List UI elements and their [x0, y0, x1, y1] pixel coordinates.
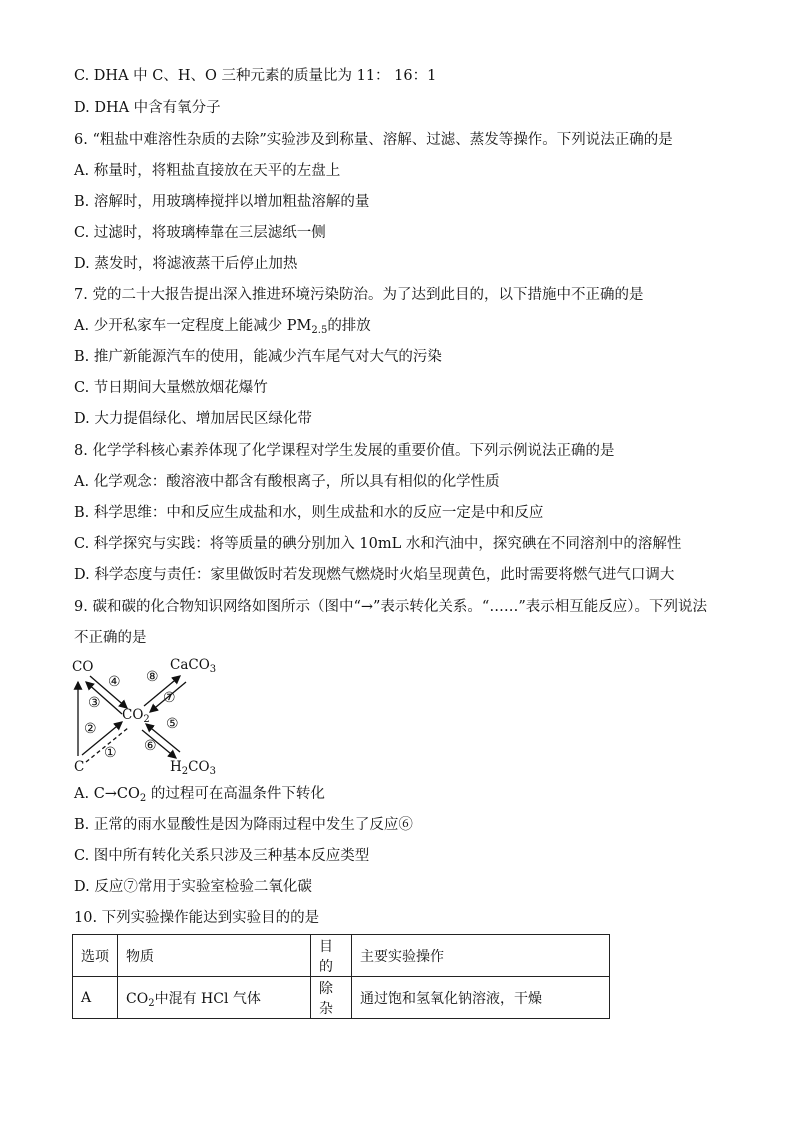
q6-option-b: B. 溶解时，用玻璃棒搅拌以增加粗盐溶解的量 [74, 194, 370, 210]
q9-option-a [74, 784, 325, 804]
carbon-network-diagram [72, 652, 242, 777]
q8-option-d: D. 科学态度与责任：家里做饭时若发现燃气燃烧时火焰呈现黄色，此时需要将燃气进气口调大 [74, 567, 675, 583]
table-row [73, 977, 610, 1019]
q6-option-a: A. 称量时，将粗盐直接放在天平的左盘上 [74, 163, 341, 179]
label-co: CO [72, 659, 94, 675]
q9-stem-line2: 不正确的是 [74, 630, 147, 646]
reaction-7: ⑦ [163, 690, 176, 706]
q5-option-c: C. DHA 中 C、H、O 三种元素的质量比为 11： 16：1 [74, 68, 437, 84]
cell-operation: 通过饱和氢氧化钠溶液，干燥 [352, 977, 610, 1019]
q7-option-b: B. 推广新能源汽车的使用，能减少汽车尾气对大气的污染 [74, 349, 442, 365]
q6-option-d: D. 蒸发时，将滤液蒸干后停止加热 [74, 256, 298, 272]
cell-substance: $CO_2$中混有 HCl 气体 [118, 977, 311, 1019]
q10-stem: 10. 下列实验操作能达到实验目的的是 [74, 910, 320, 926]
header-purpose: 目的 [311, 935, 352, 977]
q7-option-a-text: A. 少开私家车一定程度上能减少 PM [74, 318, 312, 334]
reaction-5: ⑤ [166, 716, 179, 732]
q8-option-a: A. 化学观念：酸溶液中都含有酸根离子，所以具有相似的化学性质 [74, 474, 500, 490]
q9-stem-line1: 9. 碳和碳的化合物知识网络如图所示（图中“→”表示转化关系。“……”表示相互能反应）。下列说法 [74, 599, 707, 615]
q7-option-d: D. 大力提倡绿化、增加居民区绿化带 [74, 411, 312, 427]
table-header-row [73, 935, 610, 977]
q6-stem: 6. “粗盐中难溶性杂质的去除”实验涉及到称量、溶解、过滤、蒸发等操作。下列说法正确的是 [74, 132, 673, 148]
header-operation: 主要实验操作 [352, 935, 610, 977]
q9-option-b: B. 正常的雨水显酸性是因为降雨过程中发生了反应⑥ [74, 817, 413, 833]
cell-purpose: 除杂 [311, 977, 352, 1019]
cell-option: A [73, 977, 118, 1019]
label-c: C [74, 759, 85, 775]
q9-option-d: D. 反应⑦常用于实验室检验二氧化碳 [74, 879, 312, 895]
reaction-1: ① [104, 745, 117, 761]
reaction-6: ⑥ [144, 738, 157, 754]
q9-option-c: C. 图中所有转化关系只涉及三种基本反应类型 [74, 848, 370, 864]
experiment-table [72, 934, 610, 1019]
co2-subscript: 2 [139, 793, 147, 804]
q6-option-c: C. 过滤时，将玻璃棒靠在三层滤纸一侧 [74, 225, 326, 241]
q7-option-a-tail: 的排放 [327, 318, 371, 334]
reaction-3: ③ [88, 695, 101, 711]
q8-stem: 8. 化学学科核心素养体现了化学课程对学生发展的重要价值。下列示例说法正确的是 [74, 443, 615, 459]
pm-subscript: 2.5 [311, 325, 328, 336]
label-h2co3: $H_2CO_3$ [170, 759, 216, 777]
reaction-8: ⑧ [146, 669, 159, 685]
q7-option-a [74, 316, 371, 336]
label-caco3: CaCO$_3$ [170, 657, 217, 675]
header-substance: 物质 [118, 935, 311, 977]
reaction-4: ④ [108, 674, 121, 690]
reaction-2: ② [84, 721, 97, 737]
q8-option-c: C. 科学探究与实践：将等质量的碘分别加入 10mL 水和汽油中，探究碘在不同溶剂中的溶解性 [74, 536, 682, 552]
q8-option-b: B. 科学思维：中和反应生成盐和水，则生成盐和水的反应一定是中和反应 [74, 505, 544, 521]
q9-option-a-tail: 的过程可在高温条件下转化 [146, 786, 325, 802]
q7-stem: 7. 党的二十大报告提出深入推进环境污染防治。为了达到此目的，以下措施中不正确的是 [74, 287, 644, 303]
label-co2: $CO_2$ [122, 707, 150, 725]
q5-option-d: D. DHA 中含有氧分子 [74, 100, 221, 116]
q7-option-c: C. 节日期间大量燃放烟花爆竹 [74, 380, 268, 396]
header-option: 选项 [73, 935, 118, 977]
q9-option-a-text: A. C→CO [74, 786, 140, 802]
